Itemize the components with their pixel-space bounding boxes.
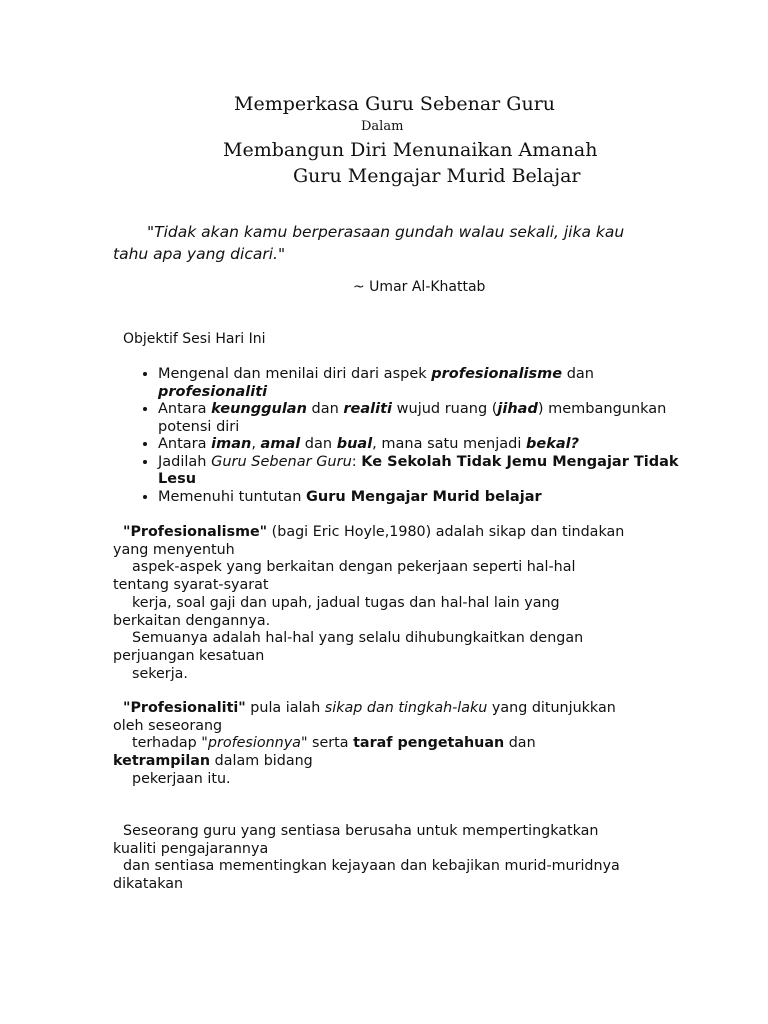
quote-open-mark: " <box>147 223 155 241</box>
paragraph-seseorang-guru: Seseorang guru yang sentiasa berusaha untuk mempertingkatkan kualiti pengajarannya dan sentiasa mementingkan kejayaan dan kebajikan murid-muridnya dikatakan <box>113 823 620 893</box>
paragraph-profesionalisme: "Profesionalisme" (bagi Eric Hoyle,1980) adalah sikap dan tindakan yang menyentuh aspek-aspek yang berkaitan dengan pekerjaan seperti hal-hal tentang syarat-syarat kerja, soal gaji dan upah, jadual tugas dan hal-hal lain yang berkaitan dengannya. Semuanya adalah hal-hal yang selalu dihubungkaitkan dengan perjuangan kesatuan sekerja. <box>113 524 625 682</box>
objectives-list <box>131 366 698 506</box>
list-item: • Antara iman, amal dan bual, mana satu menjadi bekal? <box>158 436 698 454</box>
title-dalam: Dalam <box>361 119 404 134</box>
list-item: • Jadilah Guru Sebenar Guru: Ke Sekolah Tidak Jemu Mengajar Tidak Lesu <box>158 454 698 489</box>
term-profesionalisme: "Profesionalisme" <box>123 524 268 540</box>
quote-attribution: ~ Umar Al-Khattab <box>353 279 486 295</box>
title-line-2: Membangun Diri Menunaikan Amanah <box>223 139 598 161</box>
term-profesionaliti: "Profesionaliti" <box>123 700 246 716</box>
quote-text: Tidak akan kamu berperasaan gundah walau sekali, jika kau tahu apa yang dicari. <box>113 223 625 263</box>
list-item: • Mengenal dan menilai diri dari aspek profesionalisme dan profesionaliti <box>158 366 698 401</box>
objectives-heading: Objektif Sesi Hari Ini <box>123 331 266 347</box>
paragraph-profesionaliti: "Profesionaliti" pula ialah sikap dan tingkah-laku yang ditunjukkan oleh seseorang terhadap "profesionnya" serta taraf pengetahuan dan ketrampilan dalam bidang pekerjaan itu. <box>113 700 616 787</box>
title-line-3: Guru Mengajar Murid Belajar <box>293 165 581 187</box>
quote <box>113 221 653 265</box>
quote-close-mark: " <box>277 245 286 263</box>
list-item: • Antara keunggulan dan realiti wujud ruang (jihad) membangunkan potensi diri <box>158 401 698 436</box>
title-line-1: Memperkasa Guru Sebenar Guru <box>234 93 556 115</box>
list-item: • Memenuhi tuntutan Guru Mengajar Murid belajar <box>158 489 698 507</box>
